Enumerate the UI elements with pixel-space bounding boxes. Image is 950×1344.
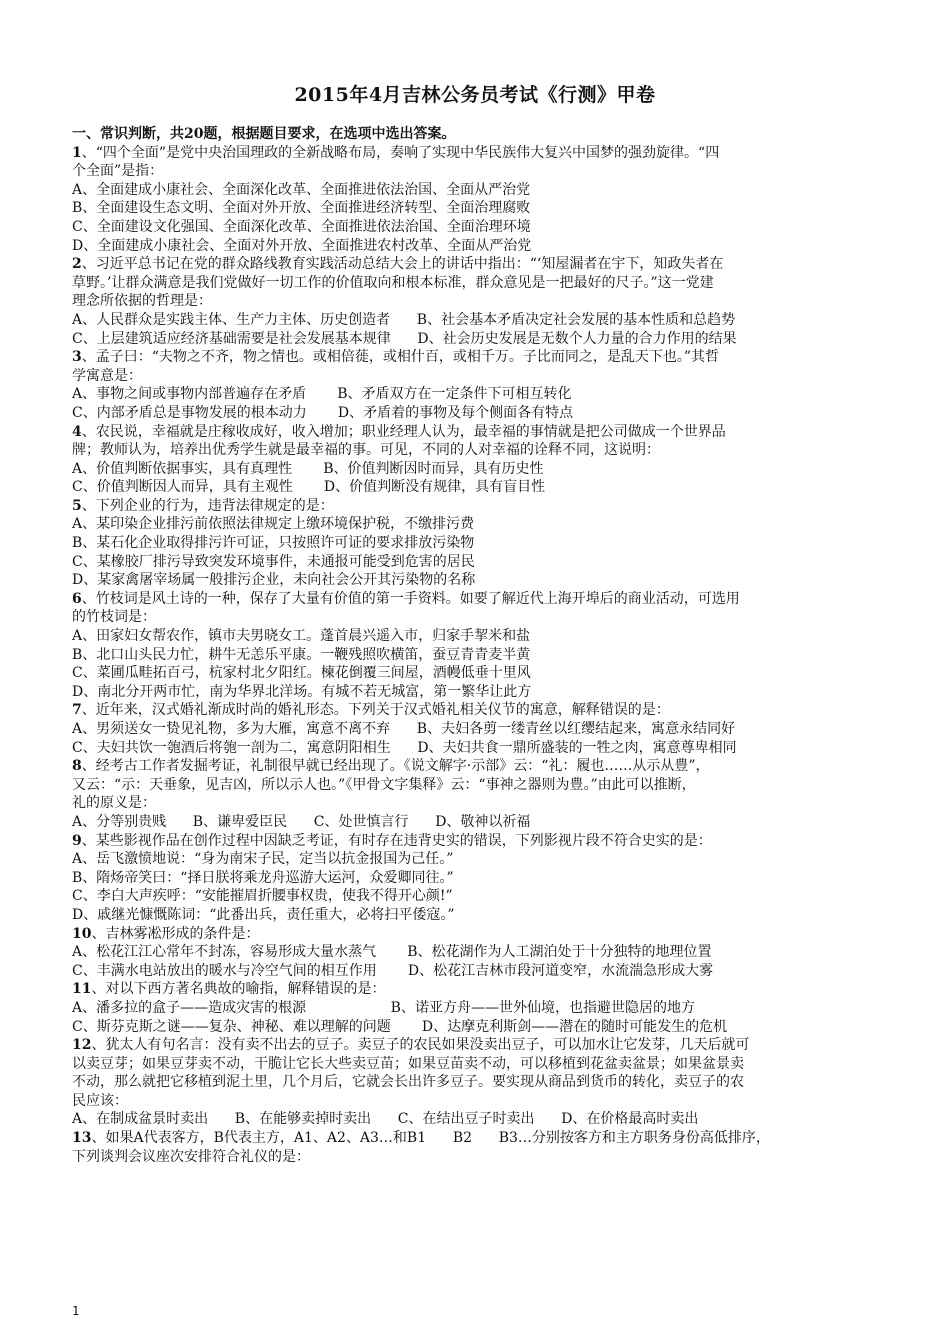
line-text: 牌；教师认为，培养出优秀学生就是最幸福的事。可见，不同的人对幸福的诠释不同，这说明： xyxy=(72,442,660,459)
section-heading: 一、常识判断，共20题，根据题目要求，在选项中选出答案。 xyxy=(72,126,456,142)
text-line xyxy=(72,274,882,293)
line-text: 以卖豆芽；如果豆芽卖不动，干脆让它长大些卖豆苗；如果豆苗卖不动，可以移植到花盆卖盆景；如果盆景卖 xyxy=(72,1055,744,1072)
line-text: C、夫妇共饮一匏酒后将匏一剖为二，寓意阴阳相生 D、夫妇共食一鼎所盛装的一牲之肉，寓意尊卑相同 xyxy=(72,739,737,756)
line-text: 、对以下西方著名典故的喻指，解释错误的是： xyxy=(91,981,386,998)
line-text: A、事物之间或事物内部普遍存在矛盾 B、矛盾双方在一定条件下可相互转化 xyxy=(72,386,572,403)
line-text: B、隋炀帝笑曰：“择日朕将乘龙舟巡游大运河，众爱卿同往。” xyxy=(72,869,454,886)
line-text: C、李白大声疾呼：“安能摧眉折腰事权贵，使我不得开心颜!” xyxy=(72,888,453,905)
text-line xyxy=(72,962,882,981)
line-text: 、吉林雾凇形成的条件是： xyxy=(91,925,260,942)
question-first-line xyxy=(72,925,882,944)
text-line xyxy=(72,441,882,460)
line-text: C、丰满水电站放出的暖水与冷空气间的相互作用 D、松花江吉林市段河道变窄，水流湍急形成大雾 xyxy=(72,962,714,979)
document-title: 2015年4月吉林公务员考试《行测》甲卷 xyxy=(294,84,656,106)
question-number: 1 xyxy=(72,144,82,161)
line-text: 不动，那么就把它移植到泥土里，几个月后，它就会长出许多豆子。要实现从商品到货币的转化，卖豆子的农 xyxy=(72,1074,744,1091)
text-line xyxy=(72,1073,882,1092)
line-text: D、戚继光慷慨陈词：“此番出兵，责任重大，必将扫平倭寇。” xyxy=(72,906,455,923)
text-line xyxy=(72,869,882,888)
question-lines xyxy=(72,144,882,1167)
text-line xyxy=(72,330,882,349)
question-number: 13 xyxy=(72,1130,92,1147)
text-line xyxy=(72,943,882,962)
question-first-line xyxy=(72,980,882,999)
text-line xyxy=(72,1055,882,1074)
text-line xyxy=(72,739,882,758)
line-text: A、田家妇女帮农作，镇市夫男晓女工。蓬首晨兴遥入市，归家手挈米和盐 xyxy=(72,628,531,645)
line-text: A、全面建成小康社会、全面深化改革、全面推进依法治国、全面从严治党 xyxy=(72,181,531,198)
text-line xyxy=(72,199,882,218)
text-line xyxy=(72,1110,882,1129)
line-text: 下列谈判会议座次安排符合礼仪的是： xyxy=(72,1148,310,1165)
text-line xyxy=(72,534,882,553)
line-text: C、某橡胶厂排污导致突发环境事件，未通报可能受到危害的居民 xyxy=(72,553,475,570)
line-text: 、如果A代表客方，B代表主方，A1、A2、A3…和B1 B2 B3…分别按客方和主方职务身份高低排序， xyxy=(91,1130,770,1147)
question-first-line xyxy=(72,701,882,720)
text-line xyxy=(72,292,882,311)
line-text: D、南北分开两市忙，南为华界北洋场。有城不若无城富，第一繁华让此方 xyxy=(72,683,532,700)
question-first-line xyxy=(72,1036,882,1055)
question-number: 4 xyxy=(72,423,82,440)
line-text: 、孟子曰：“夫物之不齐，物之情也。或相倍蓰，或相什百，或相千万。子比而同之，是乱天下也。”其哲 xyxy=(81,349,720,366)
line-text: A、人民群众是实践主体、生产力主体、历史创造者 B、社会基本矛盾决定社会发展的基本性质和总趋势 xyxy=(72,311,736,328)
text-line xyxy=(72,385,882,404)
line-text: 又云：“示：天垂象，见吉凶，所以示人也。”《甲骨文字集释》云：“事神之器则为豊。”由此可以推断， xyxy=(72,776,696,793)
line-text: 、习近平总书记在党的群众路线教育实践活动总结大会上的讲话中指出：“‘知屋漏者在宇下，知政失者在 xyxy=(81,256,724,273)
line-text: B、全面建设生态文明、全面对外开放、全面推进经济转型、全面治理腐败 xyxy=(72,200,531,217)
text-line xyxy=(72,460,882,479)
line-text: 、下列企业的行为，违背法律规定的是： xyxy=(81,497,334,514)
line-text: 、农民说，幸福就是庄稼收成好，收入增加；职业经理人认为，最幸福的事情就是把公司做成一个世界品 xyxy=(81,423,726,440)
text-line xyxy=(72,999,882,1018)
text-line xyxy=(72,627,882,646)
question-first-line xyxy=(72,497,882,516)
line-text: B、北口山头民力忙，耕牛无恙乐平康。一鞭残照吹横笛，蚕豆青青麦半黄 xyxy=(72,646,531,663)
question-first-line xyxy=(72,255,882,274)
line-text: A、岳飞激愤地说：“身为南宋子民，定当以抗金报国为己任。” xyxy=(72,851,454,868)
question-first-line xyxy=(72,423,882,442)
line-text: 、犹太人有句名言：没有卖不出去的豆子。卖豆子的农民如果没卖出豆子，可以加水让它发芽，几天后就可 xyxy=(91,1037,750,1054)
line-text: C、斯芬克斯之谜——复杂、神秘、难以理解的问题 D、达摩克利斯剑——潜在的随时可能发生的危机 xyxy=(72,1018,728,1035)
question-number: 3 xyxy=(72,349,82,366)
text-line xyxy=(72,237,882,256)
line-text: 礼的原义是： xyxy=(72,795,156,812)
question-number: 5 xyxy=(72,497,82,514)
text-line xyxy=(72,646,882,665)
line-text: C、上层建筑适应经济基础需要是社会发展基本规律 D、社会历史发展是无数个人力量的合力作用的结果 xyxy=(72,330,737,347)
question-number: 11 xyxy=(72,981,92,998)
line-text: 理念所依据的哲理是： xyxy=(72,293,212,310)
line-text: A、在制成盆景时卖出 B、在能够卖掉时卖出 C、在结出豆子时卖出 D、在价格最高时卖出 xyxy=(72,1111,699,1128)
line-text: A、潘多拉的盒子——造成灾害的根源 B、诺亚方舟——世外仙境，也指避世隐居的地方 xyxy=(72,999,695,1016)
text-line xyxy=(72,887,882,906)
line-text: A、某印染企业排污前依照法律规定上缴环境保护税，不缴排污费 xyxy=(72,516,475,533)
line-text: 的竹枝词是： xyxy=(72,609,156,626)
line-text: 、“四个全面”是党中央治国理政的全新战略布局，奏响了实现中华民族伟大复兴中国梦的强劲旋律。“四 xyxy=(81,144,720,161)
question-first-line xyxy=(72,590,882,609)
line-text: 学寓意是： xyxy=(72,367,142,384)
line-text: C、内部矛盾总是事物发展的根本动力 D、矛盾着的事物及每个侧面各有特点 xyxy=(72,404,574,421)
text-line xyxy=(72,813,882,832)
question-first-line xyxy=(72,757,882,776)
line-text: D、某家禽屠宰场属一般排污企业，未向社会公开其污染物的名称 xyxy=(72,572,476,589)
line-text: C、全面建设文化强国、全面深化改革、全面推进依法治国、全面治理环境 xyxy=(72,218,531,235)
line-text: C、菜圃瓜畦拓百弓，杭家村北夕阳红。楝花倒覆三间屋，酒幔低垂十里风 xyxy=(72,665,531,682)
text-line xyxy=(72,515,882,534)
page-number: 1 xyxy=(72,1304,80,1318)
text-line xyxy=(72,162,882,181)
question-first-line xyxy=(72,1129,882,1148)
line-text: D、全面建成小康社会、全面对外开放、全面推进农村改革、全面从严治党 xyxy=(72,237,532,254)
text-line xyxy=(72,181,882,200)
question-number: 2 xyxy=(72,256,82,273)
line-text: B、某石化企业取得排污许可证，只按照许可证的要求排放污染物 xyxy=(72,535,475,552)
question-number: 7 xyxy=(72,702,82,719)
line-text: 、近年来，汉式婚礼渐成时尚的婚礼形态。下列关于汉式婚礼相关仪节的寓意，解释错误的是： xyxy=(81,702,670,719)
question-number: 12 xyxy=(72,1037,92,1054)
line-text: 民应该： xyxy=(72,1092,128,1109)
text-line xyxy=(72,478,882,497)
text-line xyxy=(72,311,882,330)
text-line xyxy=(72,404,882,423)
line-text: A、价值判断依据事实，具有真理性 B、价值判断因时而异，具有历史性 xyxy=(72,460,544,477)
text-line xyxy=(72,367,882,386)
text-line xyxy=(72,664,882,683)
question-first-line xyxy=(72,348,882,367)
line-text: A、分等别贵贱 B、谦卑爱臣民 C、处世慎言行 D、敬神以祈福 xyxy=(72,813,531,830)
text-line xyxy=(72,850,882,869)
text-line xyxy=(72,218,882,237)
text-line xyxy=(72,794,882,813)
line-text: 、经考古工作者发掘考证，礼制很早就已经出现了。《说文解字·示部》云：“礼：履也……从示从豊”， xyxy=(81,758,710,775)
document-body xyxy=(72,125,882,1166)
text-line xyxy=(72,553,882,572)
question-number: 9 xyxy=(72,832,82,849)
text-line xyxy=(72,608,882,627)
line-text: A、男须送女一贽见礼物，多为大雁，寓意不离不弃 B、夫妇各剪一缕青丝以红缨结起来，寓意永结同好 xyxy=(72,721,736,737)
question-first-line xyxy=(72,832,882,851)
text-line xyxy=(72,776,882,795)
text-line xyxy=(72,571,882,590)
text-line xyxy=(72,1018,882,1037)
question-first-line xyxy=(72,144,882,163)
text-line xyxy=(72,1092,882,1111)
question-number: 8 xyxy=(72,758,82,775)
question-number: 6 xyxy=(72,590,82,607)
line-text: C、价值判断因人而异，具有主观性 D、价值判断没有规律，具有盲目性 xyxy=(72,479,546,496)
text-line xyxy=(72,1148,882,1167)
text-line xyxy=(72,906,882,925)
line-text: 、竹枝词是风土诗的一种，保存了大量有价值的第一手资料。如要了解近代上海开埠后的商业活动，可选用 xyxy=(81,590,740,607)
line-text: A、松花江江心常年不封冻，容易形成大量水蒸气 B、松花湖作为人工湖泊处于十分独特的地理位置 xyxy=(72,944,712,961)
text-line xyxy=(72,683,882,702)
line-text: 草野。’让群众满意是我们党做好一切工作的价值取向和根本标准，群众意见是一把最好的尺子。”这一党建 xyxy=(72,274,714,291)
line-text: 、某些影视作品在创作过程中因缺乏考证，有时存在违背史实的错误，下列影视片段不符合史实的是： xyxy=(81,832,712,849)
text-line xyxy=(72,720,882,739)
question-number: 10 xyxy=(72,925,92,942)
line-text: 个全面”是指： xyxy=(72,163,164,180)
